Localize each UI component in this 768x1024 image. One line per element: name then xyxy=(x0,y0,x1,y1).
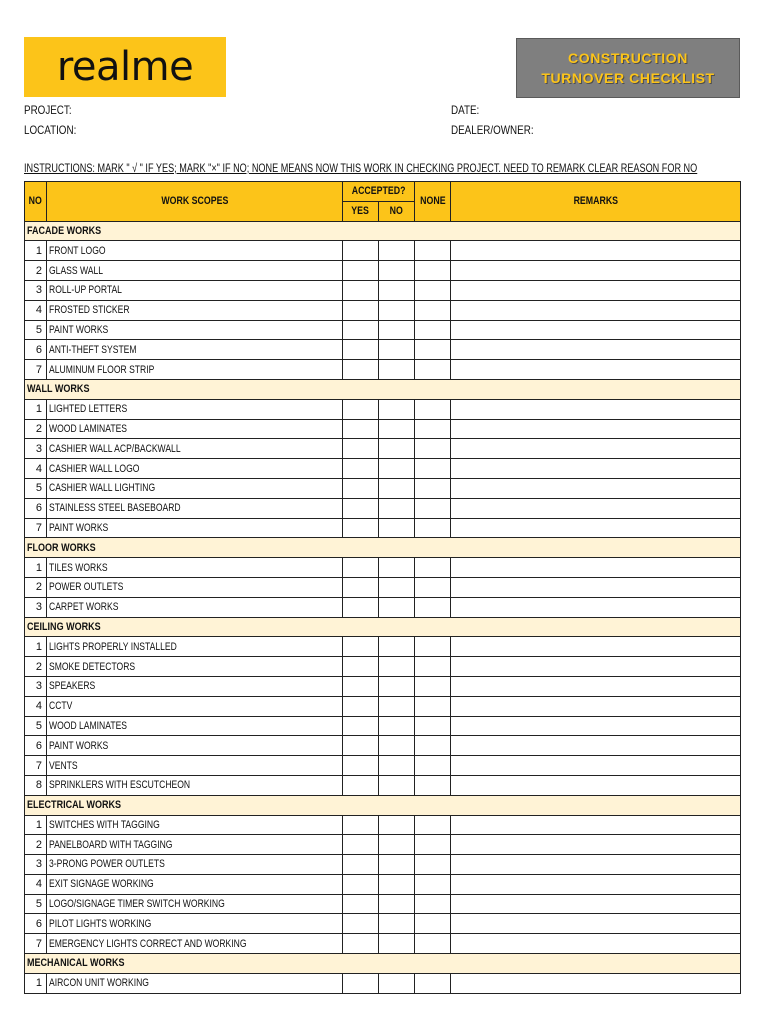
work-scope: CASHIER WALL LIGHTING xyxy=(47,478,343,498)
work-scope: CASHIER WALL ACP/BACKWALL xyxy=(47,439,343,459)
table-row xyxy=(25,439,741,459)
work-scope: 3-PRONG POWER OUTLETS xyxy=(47,855,343,875)
no-cell[interactable] xyxy=(379,261,415,281)
none-cell[interactable] xyxy=(415,360,451,380)
item-number: 5 xyxy=(25,716,47,736)
item-number: 2 xyxy=(25,261,47,281)
yes-cell[interactable] xyxy=(343,914,379,934)
work-scope: EXIT SIGNAGE WORKING xyxy=(47,874,343,894)
location-field: LOCATION: xyxy=(24,123,77,137)
work-scope: LOGO/SIGNAGE TIMER SWITCH WORKING xyxy=(47,894,343,914)
yes-cell[interactable] xyxy=(343,716,379,736)
remarks-cell[interactable] xyxy=(451,439,741,459)
none-cell[interactable] xyxy=(415,577,451,597)
remarks-cell[interactable] xyxy=(451,577,741,597)
item-number: 6 xyxy=(25,914,47,934)
table-row xyxy=(25,775,741,795)
work-scope: ALUMINUM FLOOR STRIP xyxy=(47,360,343,380)
logo-text: realme xyxy=(56,44,194,90)
work-scope: WOOD LAMINATES xyxy=(47,419,343,439)
item-number: 1 xyxy=(25,399,47,419)
yes-cell[interactable] xyxy=(343,736,379,756)
header-yes: YES xyxy=(343,201,379,221)
item-number: 7 xyxy=(25,518,47,538)
no-cell[interactable] xyxy=(379,300,415,320)
item-number: 4 xyxy=(25,300,47,320)
section-row xyxy=(25,954,741,974)
date-field: DATE: xyxy=(451,103,480,117)
work-scope: SWITCHES WITH TAGGING xyxy=(47,815,343,835)
none-cell[interactable] xyxy=(415,280,451,300)
remarks-cell[interactable] xyxy=(451,637,741,657)
table-row xyxy=(25,261,741,281)
section-row xyxy=(25,538,741,558)
table-row xyxy=(25,558,741,578)
no-cell[interactable] xyxy=(379,498,415,518)
table-row xyxy=(25,835,741,855)
table-row xyxy=(25,498,741,518)
remarks-cell[interactable] xyxy=(451,498,741,518)
table-row xyxy=(25,894,741,914)
remarks-cell[interactable] xyxy=(451,399,741,419)
work-scope: PAINT WORKS xyxy=(47,518,343,538)
no-cell[interactable] xyxy=(379,320,415,340)
work-scope: SMOKE DETECTORS xyxy=(47,657,343,677)
instructions-text: INSTRUCTIONS: MARK " √ " IF YES; MARK "×" IF NO; NONE MEANS NOW THIS WORK IN CHECKING PROJECT. NEED TO REMARK CLEAR REASON FOR NO xyxy=(24,161,698,175)
table-row xyxy=(25,478,741,498)
yes-cell[interactable] xyxy=(343,459,379,479)
yes-cell[interactable] xyxy=(343,419,379,439)
work-scope: ANTI-THEFT SYSTEM xyxy=(47,340,343,360)
section-title: ELECTRICAL WORKS xyxy=(25,795,741,815)
none-cell[interactable] xyxy=(415,261,451,281)
work-scope: PAINT WORKS xyxy=(47,736,343,756)
work-scope: EMERGENCY LIGHTS CORRECT AND WORKING xyxy=(47,934,343,954)
remarks-cell[interactable] xyxy=(451,775,741,795)
checklist-table xyxy=(24,181,741,994)
no-cell[interactable] xyxy=(379,657,415,677)
work-scope: LIGHTS PROPERLY INSTALLED xyxy=(47,637,343,657)
section-title: MECHANICAL WORKS xyxy=(25,954,741,974)
work-scope: SPEAKERS xyxy=(47,676,343,696)
table-row xyxy=(25,320,741,340)
remarks-cell[interactable] xyxy=(451,657,741,677)
table-row xyxy=(25,815,741,835)
none-cell[interactable] xyxy=(415,874,451,894)
none-cell[interactable] xyxy=(415,399,451,419)
item-number: 4 xyxy=(25,874,47,894)
table-row xyxy=(25,280,741,300)
item-number: 3 xyxy=(25,597,47,617)
no-cell[interactable] xyxy=(379,676,415,696)
item-number: 6 xyxy=(25,340,47,360)
no-cell[interactable] xyxy=(379,518,415,538)
header-no-sub: NO xyxy=(379,201,415,221)
none-cell[interactable] xyxy=(415,934,451,954)
yes-cell[interactable] xyxy=(343,775,379,795)
no-cell[interactable] xyxy=(379,934,415,954)
table-row xyxy=(25,597,741,617)
work-scope: CARPET WORKS xyxy=(47,597,343,617)
item-number: 2 xyxy=(25,419,47,439)
no-cell[interactable] xyxy=(379,558,415,578)
remarks-cell[interactable] xyxy=(451,597,741,617)
table-row xyxy=(25,973,741,993)
item-number: 4 xyxy=(25,459,47,479)
table-row xyxy=(25,459,741,479)
yes-cell[interactable] xyxy=(343,756,379,776)
yes-cell[interactable] xyxy=(343,657,379,677)
item-number: 2 xyxy=(25,835,47,855)
item-number: 1 xyxy=(25,973,47,993)
document-title-box xyxy=(516,38,740,98)
work-scope: TILES WORKS xyxy=(47,558,343,578)
no-cell[interactable] xyxy=(379,340,415,360)
section-title: WALL WORKS xyxy=(25,379,741,399)
yes-cell[interactable] xyxy=(343,835,379,855)
remarks-cell[interactable] xyxy=(451,518,741,538)
section-title: CEILING WORKS xyxy=(25,617,741,637)
yes-cell[interactable] xyxy=(343,676,379,696)
none-cell[interactable] xyxy=(415,696,451,716)
no-cell[interactable] xyxy=(379,696,415,716)
item-number: 1 xyxy=(25,558,47,578)
work-scope: PANELBOARD WITH TAGGING xyxy=(47,835,343,855)
document-title: CONSTRUCTION TURNOVER CHECKLIST xyxy=(541,50,715,86)
none-cell[interactable] xyxy=(415,736,451,756)
yes-cell[interactable] xyxy=(343,597,379,617)
remarks-cell[interactable] xyxy=(451,340,741,360)
item-number: 1 xyxy=(25,815,47,835)
no-cell[interactable] xyxy=(379,439,415,459)
no-cell[interactable] xyxy=(379,280,415,300)
remarks-cell[interactable] xyxy=(451,835,741,855)
no-cell[interactable] xyxy=(379,241,415,261)
work-scope: POWER OUTLETS xyxy=(47,577,343,597)
none-cell[interactable] xyxy=(415,597,451,617)
no-cell[interactable] xyxy=(379,716,415,736)
work-scope: SPRINKLERS WITH ESCUTCHEON xyxy=(47,775,343,795)
work-scope: CCTV xyxy=(47,696,343,716)
remarks-cell[interactable] xyxy=(451,300,741,320)
item-number: 6 xyxy=(25,498,47,518)
remarks-cell[interactable] xyxy=(451,676,741,696)
remarks-cell[interactable] xyxy=(451,320,741,340)
item-number: 5 xyxy=(25,894,47,914)
no-cell[interactable] xyxy=(379,874,415,894)
none-cell[interactable] xyxy=(415,914,451,934)
none-cell[interactable] xyxy=(415,300,451,320)
item-number: 5 xyxy=(25,478,47,498)
remarks-cell[interactable] xyxy=(451,459,741,479)
table-row xyxy=(25,360,741,380)
table-row xyxy=(25,756,741,776)
yes-cell[interactable] xyxy=(343,360,379,380)
work-scope: AIRCON UNIT WORKING xyxy=(47,973,343,993)
remarks-cell[interactable] xyxy=(451,874,741,894)
none-cell[interactable] xyxy=(415,657,451,677)
none-cell[interactable] xyxy=(415,439,451,459)
remarks-cell[interactable] xyxy=(451,894,741,914)
no-cell[interactable] xyxy=(379,360,415,380)
no-cell[interactable] xyxy=(379,815,415,835)
none-cell[interactable] xyxy=(415,478,451,498)
none-cell[interactable] xyxy=(415,320,451,340)
table-row xyxy=(25,518,741,538)
none-cell[interactable] xyxy=(415,241,451,261)
yes-cell[interactable] xyxy=(343,558,379,578)
item-number: 6 xyxy=(25,736,47,756)
yes-cell[interactable] xyxy=(343,934,379,954)
none-cell[interactable] xyxy=(415,835,451,855)
yes-cell[interactable] xyxy=(343,637,379,657)
no-cell[interactable] xyxy=(379,894,415,914)
table-row xyxy=(25,934,741,954)
no-cell[interactable] xyxy=(379,775,415,795)
yes-cell[interactable] xyxy=(343,399,379,419)
work-scope: GLASS WALL xyxy=(47,261,343,281)
none-cell[interactable] xyxy=(415,756,451,776)
remarks-cell[interactable] xyxy=(451,855,741,875)
yes-cell[interactable] xyxy=(343,320,379,340)
none-cell[interactable] xyxy=(415,973,451,993)
item-number: 7 xyxy=(25,756,47,776)
work-scope: PAINT WORKS xyxy=(47,320,343,340)
section-row xyxy=(25,221,741,241)
no-cell[interactable] xyxy=(379,459,415,479)
yes-cell[interactable] xyxy=(343,874,379,894)
table-row xyxy=(25,241,741,261)
no-cell[interactable] xyxy=(379,855,415,875)
none-cell[interactable] xyxy=(415,815,451,835)
yes-cell[interactable] xyxy=(343,577,379,597)
table-row xyxy=(25,914,741,934)
none-cell[interactable] xyxy=(415,894,451,914)
yes-cell[interactable] xyxy=(343,815,379,835)
table-row xyxy=(25,736,741,756)
none-cell[interactable] xyxy=(415,558,451,578)
realme-logo xyxy=(24,37,226,97)
none-cell[interactable] xyxy=(415,498,451,518)
remarks-cell[interactable] xyxy=(451,756,741,776)
header-none: NONE xyxy=(415,182,451,222)
yes-cell[interactable] xyxy=(343,261,379,281)
no-cell[interactable] xyxy=(379,736,415,756)
item-number: 4 xyxy=(25,696,47,716)
remarks-cell[interactable] xyxy=(451,914,741,934)
yes-cell[interactable] xyxy=(343,855,379,875)
table-row xyxy=(25,399,741,419)
none-cell[interactable] xyxy=(415,676,451,696)
item-number: 1 xyxy=(25,637,47,657)
table-row xyxy=(25,657,741,677)
yes-cell[interactable] xyxy=(343,478,379,498)
item-number: 3 xyxy=(25,676,47,696)
no-cell[interactable] xyxy=(379,478,415,498)
remarks-cell[interactable] xyxy=(451,241,741,261)
item-number: 5 xyxy=(25,320,47,340)
item-number: 8 xyxy=(25,775,47,795)
none-cell[interactable] xyxy=(415,855,451,875)
section-row xyxy=(25,379,741,399)
table-row xyxy=(25,716,741,736)
project-field: PROJECT: xyxy=(24,103,72,117)
header-remarks: REMARKS xyxy=(451,182,741,222)
remarks-cell[interactable] xyxy=(451,360,741,380)
remarks-cell[interactable] xyxy=(451,973,741,993)
remarks-cell[interactable] xyxy=(451,280,741,300)
header-no: NO xyxy=(25,182,47,222)
table-row xyxy=(25,696,741,716)
yes-cell[interactable] xyxy=(343,518,379,538)
no-cell[interactable] xyxy=(379,399,415,419)
no-cell[interactable] xyxy=(379,914,415,934)
checklist-body xyxy=(25,221,741,993)
item-number: 2 xyxy=(25,657,47,677)
yes-cell[interactable] xyxy=(343,300,379,320)
no-cell[interactable] xyxy=(379,577,415,597)
remarks-cell[interactable] xyxy=(451,736,741,756)
header-accepted: ACCEPTED? xyxy=(343,182,415,202)
item-number: 7 xyxy=(25,934,47,954)
yes-cell[interactable] xyxy=(343,894,379,914)
item-number: 1 xyxy=(25,241,47,261)
table-row xyxy=(25,419,741,439)
remarks-cell[interactable] xyxy=(451,934,741,954)
item-number: 7 xyxy=(25,360,47,380)
header-work-scopes: WORK SCOPES xyxy=(47,182,343,222)
section-row xyxy=(25,617,741,637)
item-number: 3 xyxy=(25,280,47,300)
no-cell[interactable] xyxy=(379,597,415,617)
work-scope: LIGHTED LETTERS xyxy=(47,399,343,419)
remarks-cell[interactable] xyxy=(451,696,741,716)
table-row xyxy=(25,637,741,657)
no-cell[interactable] xyxy=(379,637,415,657)
no-cell[interactable] xyxy=(379,419,415,439)
none-cell[interactable] xyxy=(415,637,451,657)
table-row xyxy=(25,577,741,597)
none-cell[interactable] xyxy=(415,716,451,736)
yes-cell[interactable] xyxy=(343,498,379,518)
section-title: FLOOR WORKS xyxy=(25,538,741,558)
yes-cell[interactable] xyxy=(343,973,379,993)
item-number: 3 xyxy=(25,439,47,459)
yes-cell[interactable] xyxy=(343,439,379,459)
none-cell[interactable] xyxy=(415,340,451,360)
work-scope: ROLL-UP PORTAL xyxy=(47,280,343,300)
remarks-cell[interactable] xyxy=(451,716,741,736)
none-cell[interactable] xyxy=(415,419,451,439)
no-cell[interactable] xyxy=(379,756,415,776)
item-number: 2 xyxy=(25,577,47,597)
item-number: 3 xyxy=(25,855,47,875)
remarks-cell[interactable] xyxy=(451,419,741,439)
yes-cell[interactable] xyxy=(343,696,379,716)
table-row xyxy=(25,874,741,894)
work-scope: VENTS xyxy=(47,756,343,776)
yes-cell[interactable] xyxy=(343,340,379,360)
table-row xyxy=(25,340,741,360)
yes-cell[interactable] xyxy=(343,280,379,300)
none-cell[interactable] xyxy=(415,459,451,479)
table-row xyxy=(25,300,741,320)
table-row xyxy=(25,855,741,875)
work-scope: STAINLESS STEEL BASEBOARD xyxy=(47,498,343,518)
no-cell[interactable] xyxy=(379,835,415,855)
table-row xyxy=(25,676,741,696)
work-scope: FROSTED STICKER xyxy=(47,300,343,320)
yes-cell[interactable] xyxy=(343,241,379,261)
none-cell[interactable] xyxy=(415,518,451,538)
remarks-cell[interactable] xyxy=(451,558,741,578)
work-scope: WOOD LAMINATES xyxy=(47,716,343,736)
work-scope: CASHIER WALL LOGO xyxy=(47,459,343,479)
no-cell[interactable] xyxy=(379,973,415,993)
section-title: FACADE WORKS xyxy=(25,221,741,241)
remarks-cell[interactable] xyxy=(451,478,741,498)
dealer-owner-field: DEALER/OWNER: xyxy=(451,123,534,137)
work-scope: PILOT LIGHTS WORKING xyxy=(47,914,343,934)
remarks-cell[interactable] xyxy=(451,815,741,835)
remarks-cell[interactable] xyxy=(451,261,741,281)
none-cell[interactable] xyxy=(415,775,451,795)
section-row xyxy=(25,795,741,815)
work-scope: FRONT LOGO xyxy=(47,241,343,261)
